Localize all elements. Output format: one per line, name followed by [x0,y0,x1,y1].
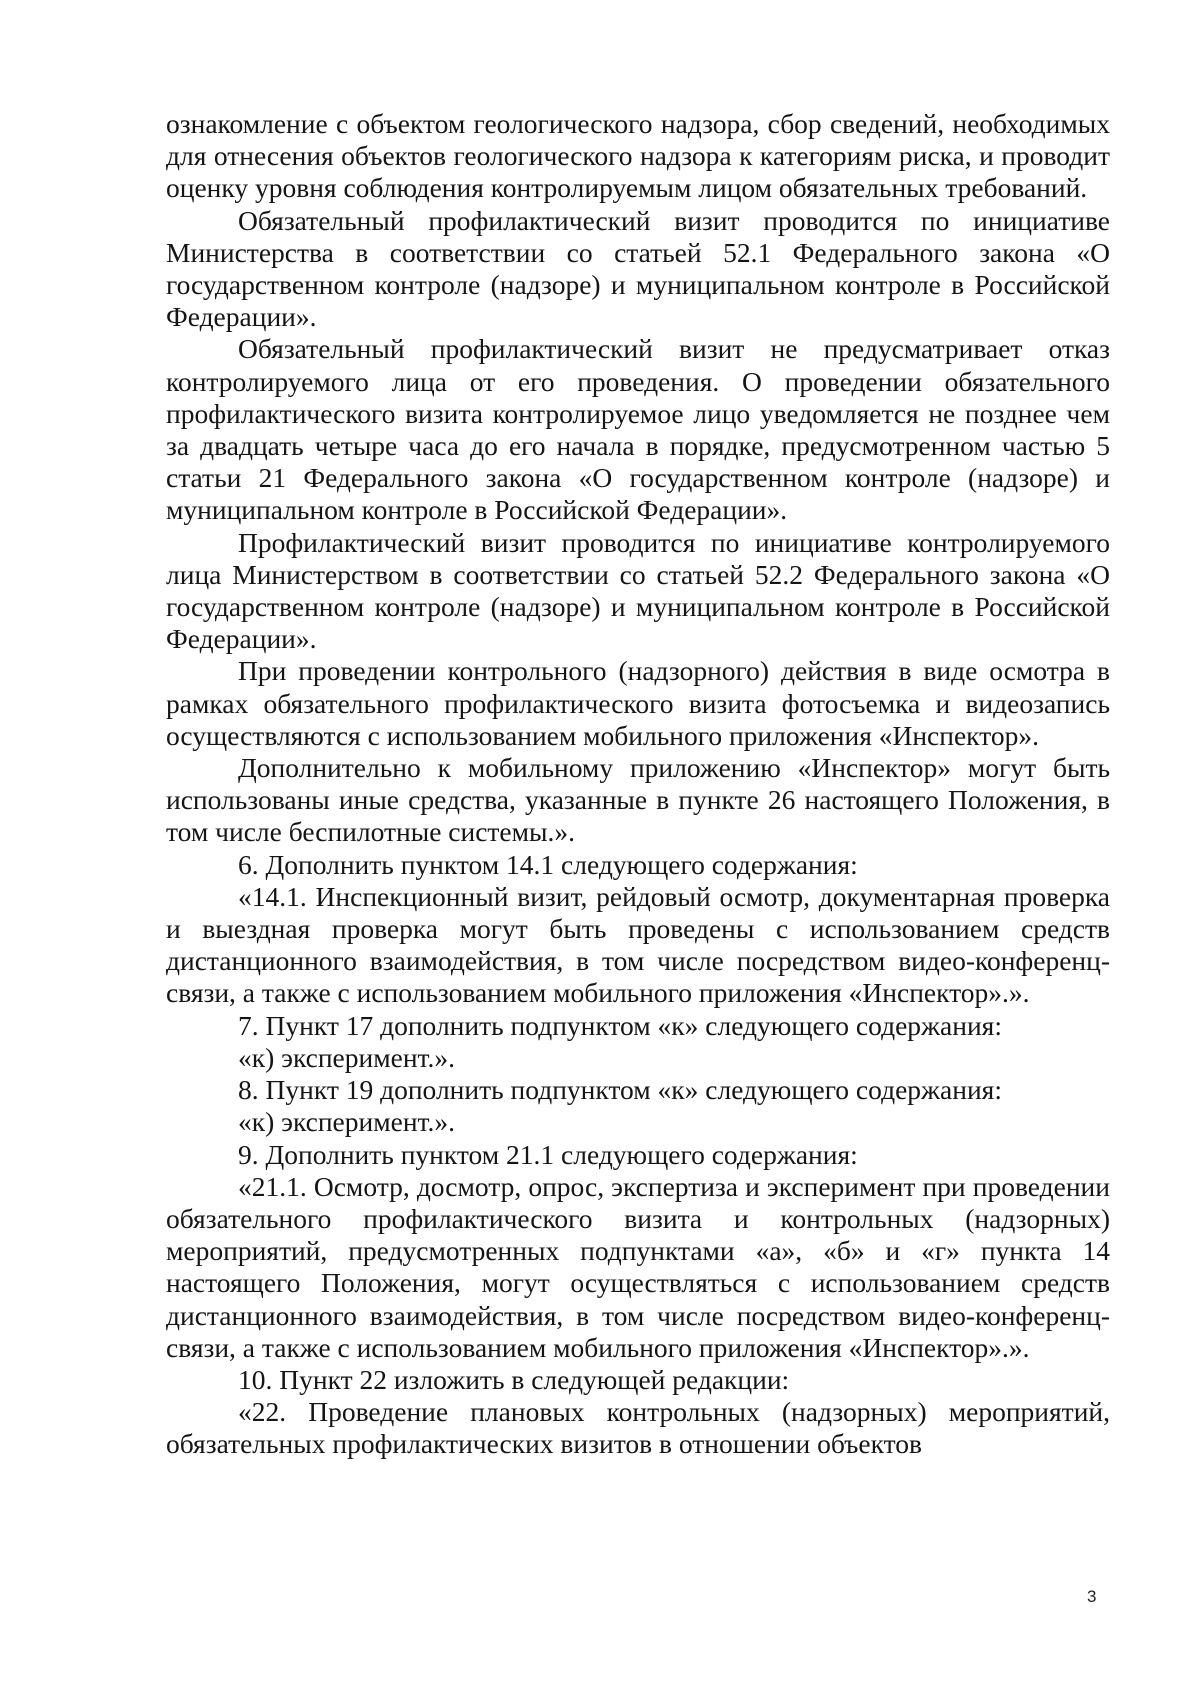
document-body [166,108,1110,1461]
paragraph-continuation: ознакомление с объектом геологического надзора, сбор сведений, необходимых для отнесения объектов геологического надзора к категориям риска, и проводит оценку уровня соблюдения контролируемым лицом обязательных требований. [166,108,1110,204]
paragraph-item-6: 6. Дополнить пунктом 14.1 следующего содержания: [238,848,858,880]
paragraph-item-8: 8. Пункт 19 дополнить подпунктом «к» следующего содержания: [238,1074,1002,1106]
paragraph-item-9: 9. Дополнить пунктом 21.1 следующего содержания: [238,1138,858,1170]
paragraph-item-14-1: «14.1. Инспекционный визит, рейдовый осмотр, документарная проверка и выездная проверка могут быть проведены с использованием средств дистанционного взаимодействия, в том числе посредством видео-конференц-связи, а также с использованием мобильного приложения «Инспектор».». [166,880,1110,1009]
paragraph-photo-video: При проведении контрольного (надзорного) действия в виде осмотра в рамках обязательного профилактического визита фотосъемка и видеозапись осуществляются с использованием мобильного приложения «Инспектор». [166,655,1110,751]
paragraph-preventive-visit: Профилактический визит проводится по инициативе контролируемого лица Министерством в соответствии со статьей 52.2 Федерального закона «О государственном контроле (надзоре) и муниципальном контроле в Российской Федерации». [166,526,1110,655]
paragraph-mandatory-visit-initiative: Обязательный профилактический визит проводится по инициативе Министерства в соответствии со статьей 52.1 Федерального закона «О государственном контроле (надзоре) и муниципальном контроле в Российской Федерации». [166,204,1110,333]
paragraph-mandatory-visit-no-refusal: Обязательный профилактический визит не предусматривает отказ контролируемого лица от его проведения. О проведении обязательного профилактического визита контролируемое лицо уведомляется не позднее чем за двадцать четыре часа до его начала в порядке, предусмотренном частью 5 статьи 21 Федерального закона «О государственном контроле (надзоре) и муниципальном контроле в Российской Федерации». [166,333,1110,526]
paragraph-item-21-1: «21.1. Осмотр, досмотр, опрос, экспертиза и эксперимент при проведении обязательного профилактического визита и контрольных (надзорных) мероприятий, предусмотренных подпунктами «а», «б» и «г» пункта 14 настоящего Положения, могут осуществляться с использованием средств дистанционного взаимодействия, в том числе посредством видео-конференц-связи, а также с использованием мобильного приложения «Инспектор».». [166,1170,1110,1363]
paragraph-item-7-k: «к) эксперимент.». [238,1041,455,1073]
paragraph-item-7: 7. Пункт 17 дополнить подпунктом «к» следующего содержания: [238,1009,1002,1041]
paragraph-item-8-k: «к) эксперимент.». [238,1106,455,1138]
page-number: 3 [1087,1587,1097,1606]
paragraph-item-10: 10. Пункт 22 изложить в следующей редакции: [238,1363,790,1395]
paragraph-item-22: «22. Проведение плановых контрольных (надзорных) мероприятий, обязательных профилактических визитов в отношении объектов [166,1396,1110,1460]
paragraph-additional-means: Дополнительно к мобильному приложению «Инспектор» могут быть использованы иные средства, указанные в пункте 26 настоящего Положения, в том числе беспилотные системы.». [166,752,1110,848]
